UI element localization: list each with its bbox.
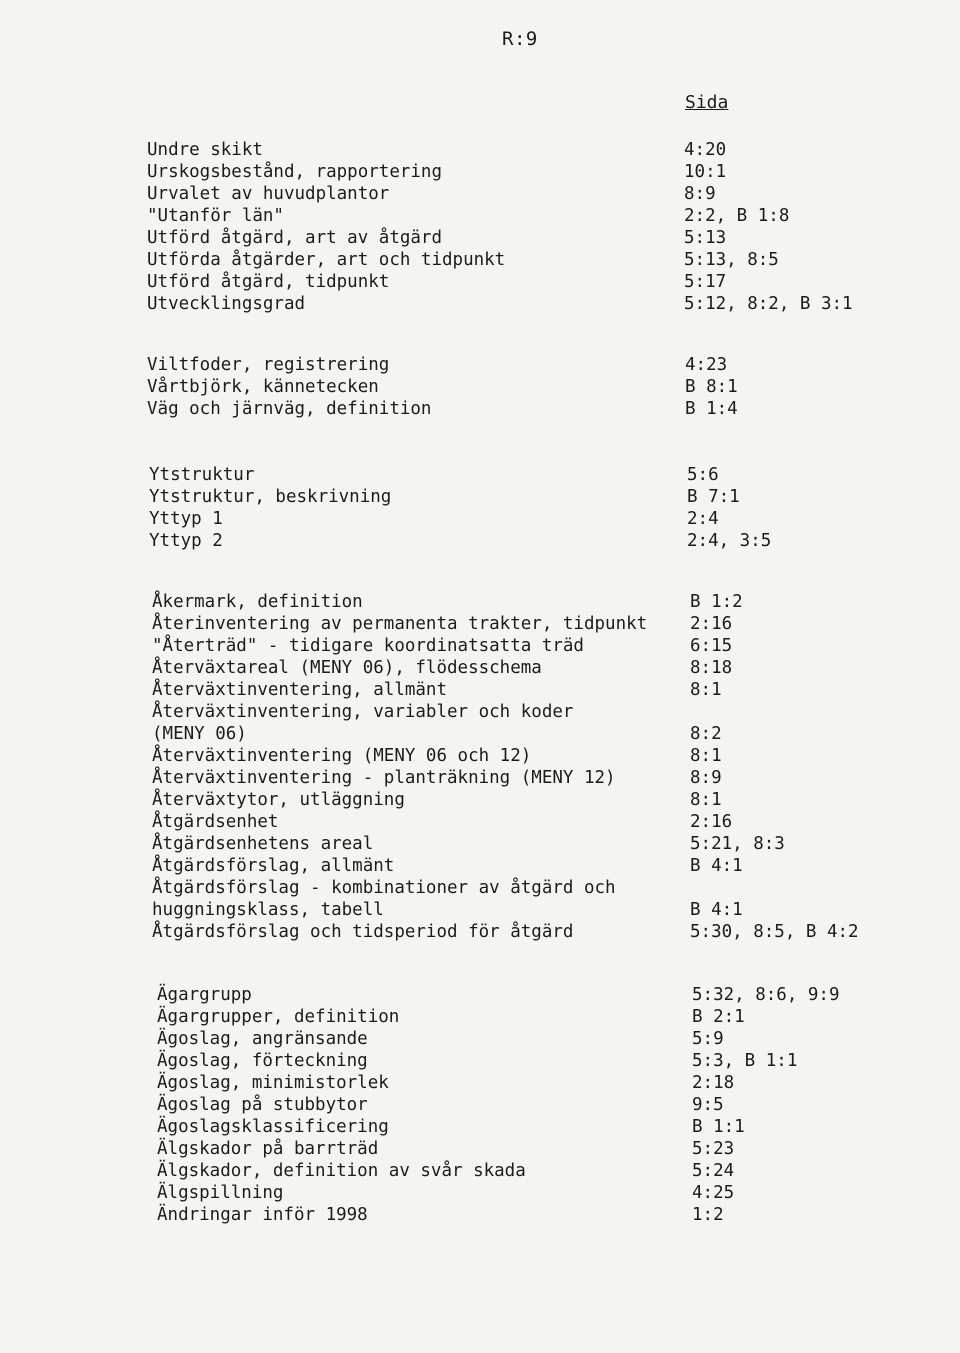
entry-page: 4:20 <box>684 140 727 160</box>
entry-page: 9:5 <box>692 1095 724 1115</box>
entry-page: 2:4, 3:5 <box>687 531 772 551</box>
entry-term: Älgspillning <box>157 1183 284 1203</box>
entry-term: Ytstruktur, beskrivning <box>149 487 392 507</box>
entry-page: 8:1 <box>690 790 722 810</box>
entry-term: Åtgärdsenhet <box>152 812 279 832</box>
entry-page: 8:1 <box>690 746 722 766</box>
entry-page: 4:25 <box>692 1183 735 1203</box>
entry-page: 5:23 <box>692 1139 735 1159</box>
entry-term: Utvecklingsgrad <box>147 294 306 314</box>
entry-page: 8:9 <box>690 768 722 788</box>
entry-term: Ägoslag på stubbytor <box>157 1095 368 1115</box>
entry-term: Ägoslag, förteckning <box>157 1051 368 1071</box>
entry-term: "Återträd" - tidigare koordinatsatta träd <box>152 636 584 656</box>
entry-page: 2:18 <box>692 1073 735 1093</box>
entry-term: Ägoslag, angränsande <box>157 1029 368 1049</box>
entry-term: Urvalet av huvudplantor <box>147 184 390 204</box>
entry-page: 1:2 <box>692 1205 724 1225</box>
entry-page: 2:16 <box>690 812 733 832</box>
column-heading-sida: Sida <box>685 92 729 113</box>
entry-page: 6:15 <box>690 636 733 656</box>
entry-term: Ägargrupp <box>157 985 252 1005</box>
entry-term: Urskogsbestånd, rapportering <box>147 162 443 182</box>
entry-term: Utförd åtgärd, art av åtgärd <box>147 228 443 248</box>
entry-page: 5:17 <box>684 272 727 292</box>
entry-page: B 1:4 <box>685 399 738 419</box>
entry-term: Älgskador på barrträd <box>157 1139 379 1159</box>
entry-page: 5:32, 8:6, 9:9 <box>692 985 840 1005</box>
entry-term: Älgskador, definition av svår skada <box>157 1161 526 1181</box>
entry-term: "Utanför län" <box>147 206 284 226</box>
entry-term: Åtgärdsenhetens areal <box>152 834 374 854</box>
entry-page: 5:24 <box>692 1161 735 1181</box>
entry-term: Åtgärdsförslag - kombinationer av åtgärd och <box>152 878 616 898</box>
entry-term: Yttyp 1 <box>149 509 223 529</box>
page-number: R:9 <box>502 28 538 50</box>
entry-term: Ägoslag, minimistorlek <box>157 1073 389 1093</box>
entry-page: B 2:1 <box>692 1007 745 1027</box>
entry-term: Åkermark, definition <box>152 592 363 612</box>
entry-page: 8:1 <box>690 680 722 700</box>
entry-page: 5:3, B 1:1 <box>692 1051 798 1071</box>
entry-term: huggningsklass, tabell <box>152 900 384 920</box>
entry-page: B 1:2 <box>690 592 743 612</box>
entry-term: Återväxtinventering - planträkning (MENY 12) <box>152 768 616 788</box>
entry-term: Ytstruktur <box>149 465 255 485</box>
entry-page: 5:30, 8:5, B 4:2 <box>690 922 859 942</box>
entry-page: B 7:1 <box>687 487 740 507</box>
entry-term: Utförda åtgärder, art och tidpunkt <box>147 250 506 270</box>
entry-page: 8:9 <box>684 184 716 204</box>
entry-term: Återväxtareal (MENY 06), flödesschema <box>152 658 542 678</box>
entry-page: 5:13 <box>684 228 727 248</box>
entry-term: Ändringar inför 1998 <box>157 1205 368 1225</box>
entry-page: 5:13, 8:5 <box>684 250 779 270</box>
entry-term: Ägoslagsklassificering <box>157 1117 389 1137</box>
entry-page: 2:4 <box>687 509 719 529</box>
entry-page: 5:6 <box>687 465 719 485</box>
entry-page: 4:23 <box>685 355 728 375</box>
entry-term: Åtgärdsförslag, allmänt <box>152 856 395 876</box>
entry-page: 5:21, 8:3 <box>690 834 785 854</box>
entry-term: (MENY 06) <box>152 724 247 744</box>
entry-term: Återväxtytor, utläggning <box>152 790 405 810</box>
entry-term: Återinventering av permanenta trakter, tidpunkt <box>152 614 648 634</box>
entry-page: 5:12, 8:2, B 3:1 <box>684 294 853 314</box>
entry-page: 2:2, B 1:8 <box>684 206 790 226</box>
entry-page: 2:16 <box>690 614 733 634</box>
entry-page: 8:2 <box>690 724 722 744</box>
entry-page: B 4:1 <box>690 856 743 876</box>
entry-term: Återväxtinventering (MENY 06 och 12) <box>152 746 532 766</box>
entry-term: Utförd åtgärd, tidpunkt <box>147 272 390 292</box>
entry-page: B 1:1 <box>692 1117 745 1137</box>
entry-term: Yttyp 2 <box>149 531 223 551</box>
entry-term: Viltfoder, registrering <box>147 355 390 375</box>
entry-page: B 4:1 <box>690 900 743 920</box>
entry-page: B 8:1 <box>685 377 738 397</box>
entry-term: Återväxtinventering, allmänt <box>152 680 448 700</box>
entry-term: Undre skikt <box>147 140 263 160</box>
entry-page: 8:18 <box>690 658 733 678</box>
entry-term: Återväxtinventering, variabler och koder <box>152 702 574 722</box>
entry-page: 10:1 <box>684 162 727 182</box>
entry-term: Väg och järnväg, definition <box>147 399 432 419</box>
entry-term: Ägargrupper, definition <box>157 1007 400 1027</box>
entry-term: Åtgärdsförslag och tidsperiod för åtgärd <box>152 922 574 942</box>
entry-page: 5:9 <box>692 1029 724 1049</box>
entry-term: Vårtbjörk, kännetecken <box>147 377 379 397</box>
